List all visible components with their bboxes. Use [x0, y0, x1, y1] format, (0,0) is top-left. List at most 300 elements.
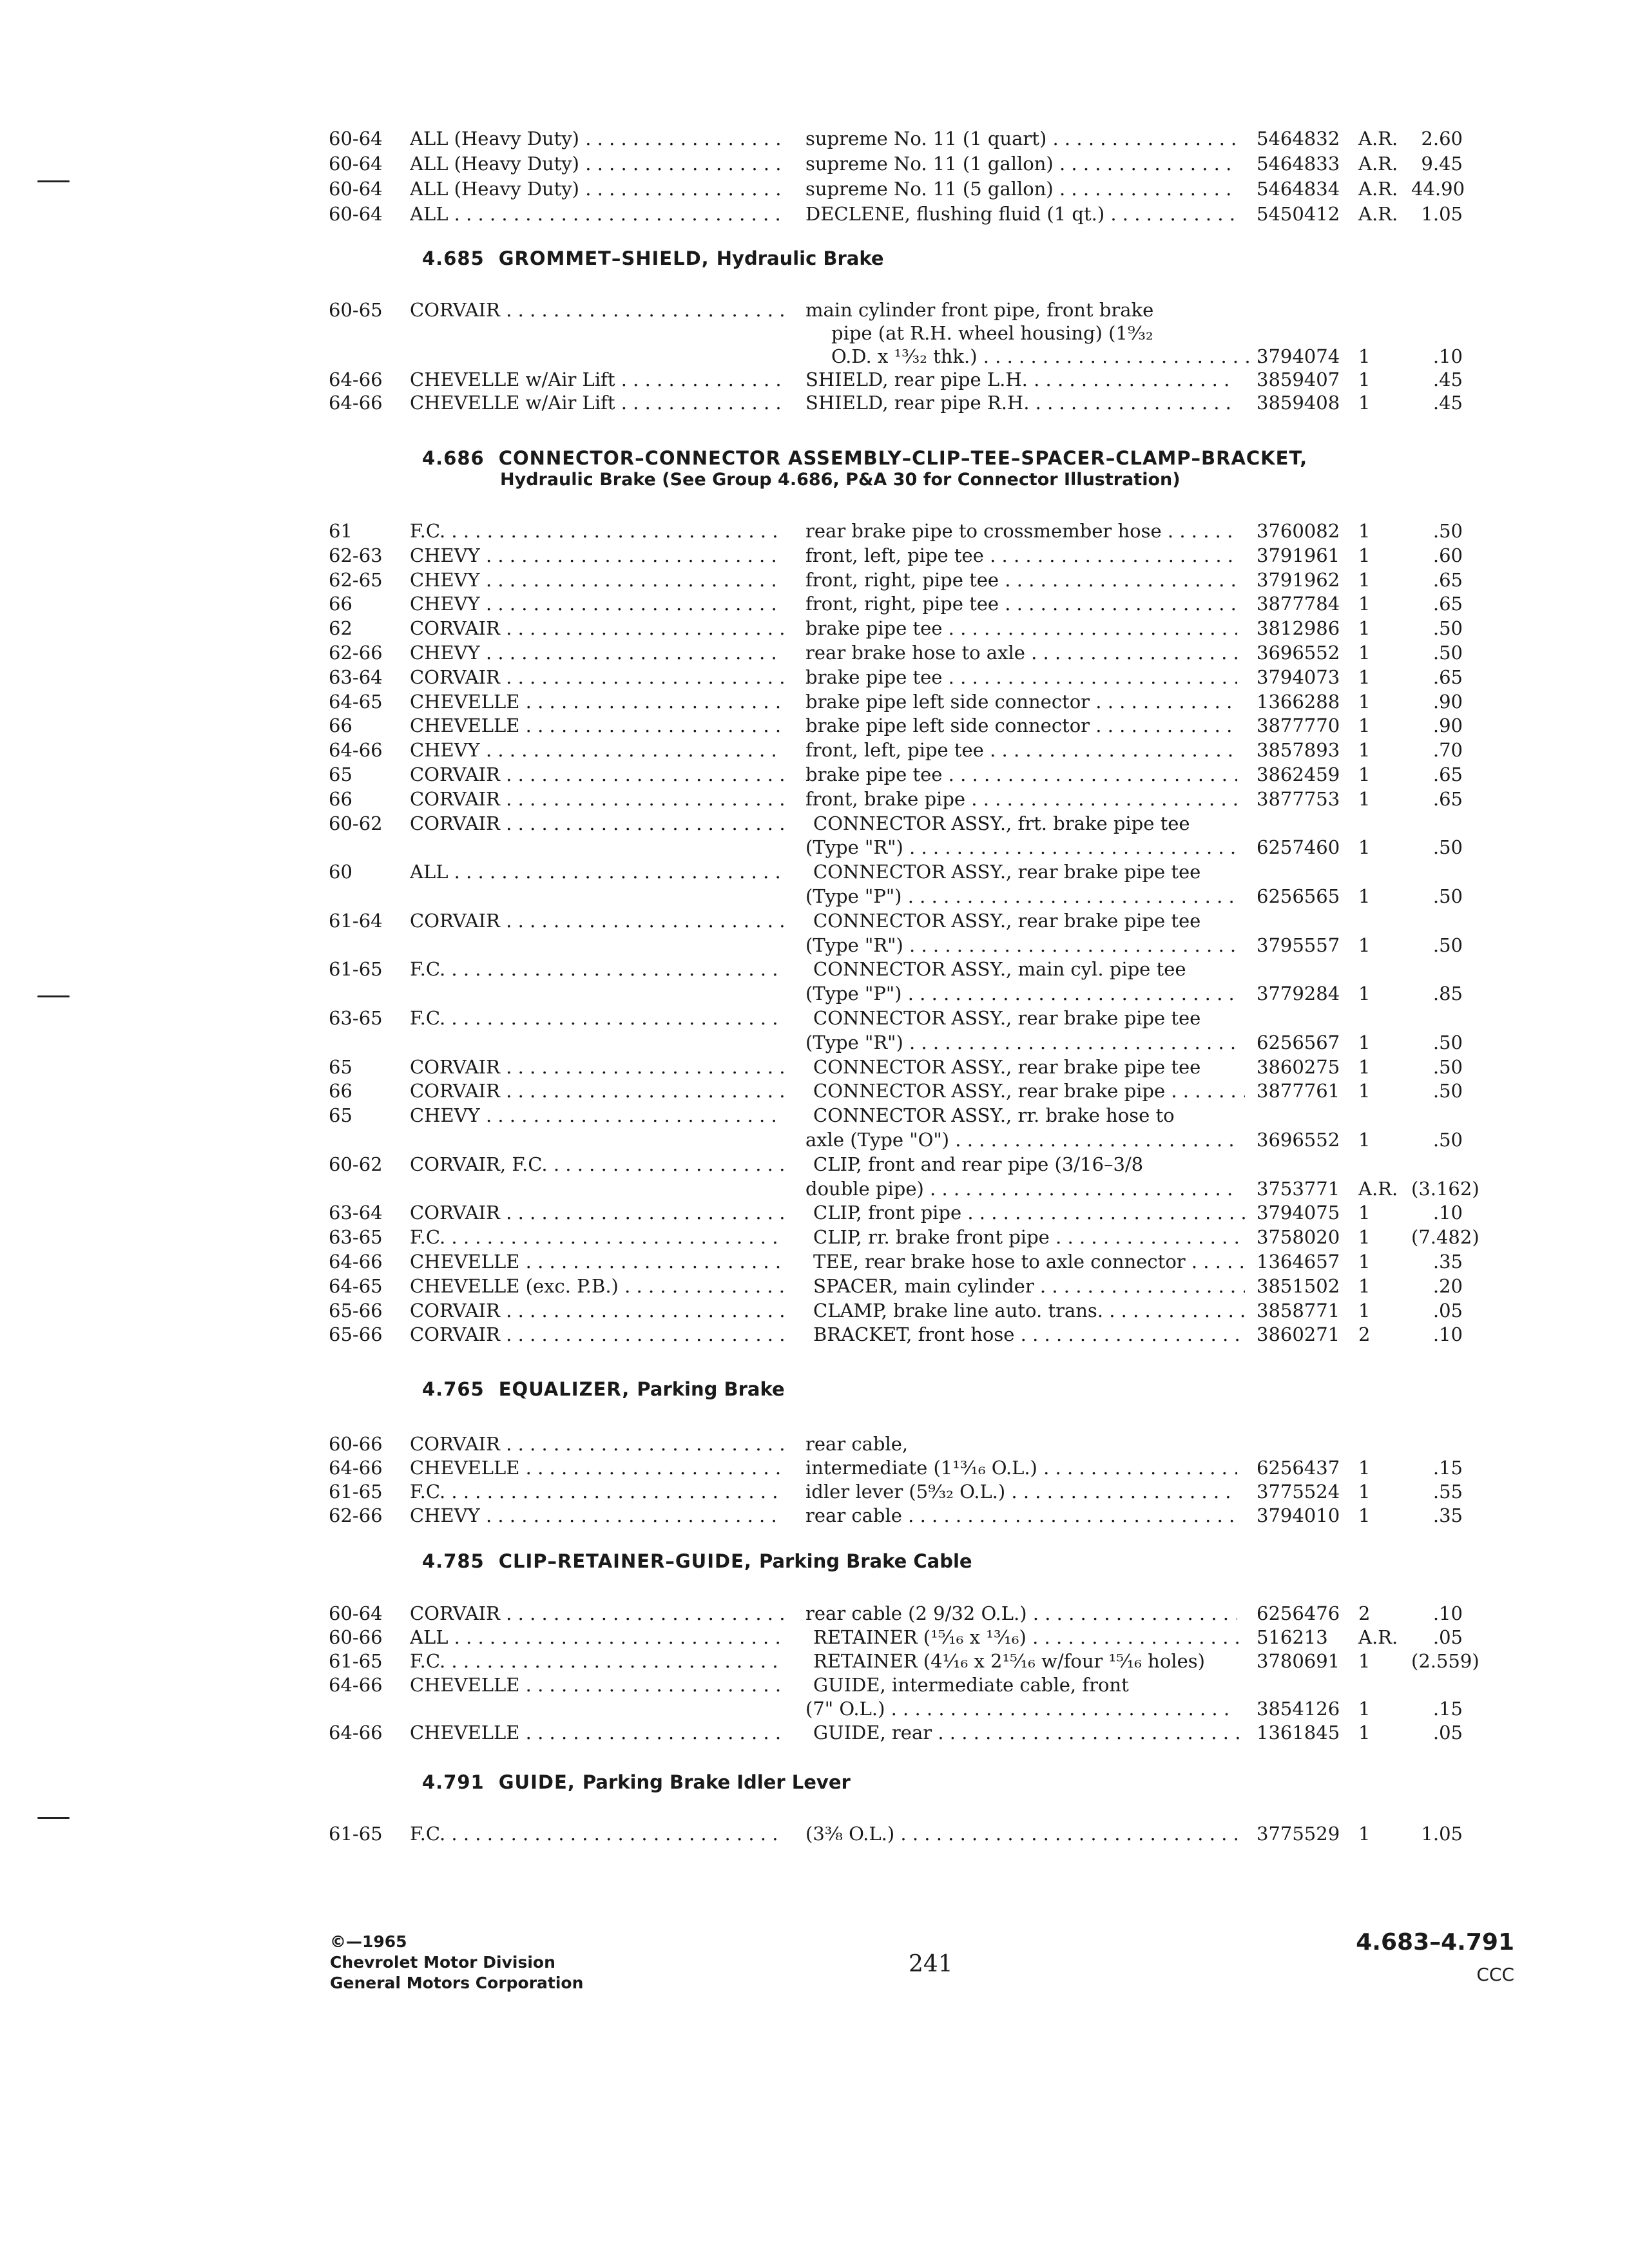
- table-row: [0, 1456, 1629, 1480]
- table-row: [0, 884, 1629, 908]
- table-row: [0, 933, 1629, 957]
- year-range: 63-65: [329, 1226, 383, 1248]
- quantity: 2: [1358, 1602, 1371, 1624]
- model-name: CHEVELLE . . .: [410, 713, 784, 738]
- model-name: CORVAIR . . .: [410, 665, 784, 689]
- table-row: [0, 860, 1629, 884]
- price: .50: [1432, 1056, 1463, 1078]
- model-name: ALL . . .: [410, 1625, 784, 1649]
- part-number: 3775524: [1257, 1481, 1340, 1503]
- year-range: 66: [329, 788, 352, 810]
- table-row: [0, 1006, 1629, 1030]
- part-description: CLIP, front pipe . . .: [813, 1200, 1245, 1225]
- year-range: 65: [329, 1104, 352, 1126]
- table-row: [0, 1249, 1629, 1274]
- quantity: 1: [1358, 1300, 1371, 1321]
- price: .35: [1432, 1251, 1463, 1273]
- part-description: CLAMP, brake line auto. trans. . . .: [813, 1298, 1245, 1323]
- model-name: F.C. . . .: [410, 1225, 784, 1249]
- part-description: supreme No. 11 (1 gallon) . . .: [805, 151, 1237, 176]
- part-number: 3877784: [1257, 593, 1340, 615]
- price: (2.559): [1411, 1650, 1480, 1672]
- quantity: 1: [1358, 369, 1371, 390]
- year-range: 60-64: [329, 128, 383, 149]
- table-row: [0, 321, 1629, 345]
- table-row: [0, 126, 1629, 151]
- price: .50: [1432, 520, 1463, 542]
- price: 1.05: [1421, 1823, 1463, 1845]
- quantity: 1: [1358, 1202, 1371, 1224]
- price: .50: [1432, 617, 1463, 639]
- section-title: CONNECTOR–CONNECTOR ASSEMBLY–CLIP–TEE–SPACER–CLAMP–BRACKET,: [498, 447, 1308, 469]
- model-name: CORVAIR . . .: [410, 908, 784, 933]
- price: .45: [1432, 392, 1463, 414]
- table-row: [0, 1079, 1629, 1103]
- part-number: 3758020: [1257, 1226, 1340, 1248]
- quantity: A.R.: [1358, 153, 1398, 175]
- model-name: ALL . . .: [410, 860, 784, 884]
- price: .50: [1432, 934, 1463, 956]
- part-description: (Type "R") . . .: [805, 835, 1237, 860]
- year-range: 64-66: [329, 1722, 383, 1744]
- model-name: CORVAIR . . .: [410, 1079, 784, 1103]
- model-name: CORVAIR . . .: [410, 787, 784, 811]
- table-row: [0, 1696, 1629, 1721]
- price: .10: [1432, 1602, 1463, 1624]
- table-row: [0, 1625, 1629, 1649]
- table-row: [0, 957, 1629, 981]
- price: .05: [1432, 1626, 1463, 1648]
- year-range: 60-66: [329, 1626, 383, 1648]
- year-range: 62-63: [329, 544, 383, 566]
- part-description: (7" O.L.) . . .: [805, 1696, 1237, 1721]
- part-description: SHIELD, rear pipe L.H. . . .: [805, 367, 1237, 392]
- section-number: 4.791: [422, 1771, 485, 1793]
- part-number: 3859408: [1257, 392, 1340, 414]
- table-row: [0, 689, 1629, 714]
- year-range: 65: [329, 764, 352, 785]
- price: .50: [1432, 1080, 1463, 1102]
- quantity: 1: [1358, 983, 1371, 1004]
- quantity: 1: [1358, 666, 1371, 688]
- part-description: RETAINER (¹⁵⁄₁₆ x ¹³⁄₁₆) . . .: [813, 1625, 1245, 1649]
- model-name: CHEVY . . .: [410, 591, 784, 616]
- model-name: ALL . . .: [410, 202, 784, 226]
- part-number: 516213: [1257, 1626, 1328, 1648]
- table-row: [0, 543, 1629, 568]
- year-range: 63-64: [329, 1202, 383, 1224]
- section-heading: [422, 1378, 785, 1401]
- price: .65: [1432, 593, 1463, 615]
- part-description: CLIP, rr. brake front pipe . . .: [813, 1225, 1245, 1249]
- part-description: (3³⁄₈ O.L.) . . .: [805, 1821, 1237, 1846]
- part-description: CONNECTOR ASSY., rear brake pipe tee: [813, 1056, 1201, 1078]
- part-description: TEE, rear brake hose to axle connector . . .: [813, 1249, 1245, 1274]
- model-name: CORVAIR . . .: [410, 1432, 784, 1456]
- year-range: 60-64: [329, 153, 383, 175]
- part-description: axle (Type "O") . . .: [805, 1128, 1237, 1152]
- part-description: CONNECTOR ASSY., rear brake pipe tee: [813, 910, 1201, 932]
- part-description: rear cable . . .: [805, 1503, 1237, 1528]
- part-description: front, brake pipe . . .: [805, 787, 1237, 811]
- price: .65: [1432, 666, 1463, 688]
- part-description: front, left, pipe tee . . .: [805, 738, 1237, 762]
- model-name: CHEVY . . .: [410, 738, 784, 762]
- price: .15: [1432, 1457, 1463, 1479]
- quantity: 1: [1358, 569, 1371, 591]
- section-number: 4.785: [422, 1550, 485, 1572]
- price: .10: [1432, 345, 1463, 367]
- quantity: 1: [1358, 617, 1371, 639]
- table-row: [0, 1503, 1629, 1528]
- part-description: (Type "R") . . .: [805, 1030, 1237, 1055]
- part-number: 3794010: [1257, 1504, 1340, 1526]
- part-number: 3854126: [1257, 1698, 1340, 1720]
- quantity: A.R.: [1358, 1626, 1398, 1648]
- quantity: 1: [1358, 1698, 1371, 1720]
- margin-mark: [37, 1817, 70, 1819]
- quantity: 1: [1358, 642, 1371, 664]
- part-description: CONNECTOR ASSY., rear brake pipe tee: [813, 861, 1201, 883]
- model-name: F.C. . . .: [410, 957, 784, 981]
- table-row: [0, 519, 1629, 543]
- year-range: 65-66: [329, 1323, 383, 1345]
- part-description: rear cable (2 9/32 O.L.) . . .: [805, 1601, 1237, 1626]
- table-row: [0, 177, 1629, 201]
- part-number: 3794074: [1257, 345, 1340, 367]
- quantity: 1: [1358, 1275, 1371, 1297]
- price: .85: [1432, 983, 1463, 1004]
- table-row: [0, 1128, 1629, 1152]
- part-number: 3877770: [1257, 715, 1340, 736]
- part-description: CONNECTOR ASSY., main cyl. pipe tee: [813, 958, 1186, 980]
- table-row: [0, 1821, 1629, 1846]
- table-row: [0, 1200, 1629, 1225]
- section-title: CLIP–RETAINER–GUIDE,: [498, 1550, 752, 1572]
- part-number: 3860271: [1257, 1323, 1340, 1345]
- price: .20: [1432, 1275, 1463, 1297]
- part-description: GUIDE, intermediate cable, front: [813, 1674, 1129, 1696]
- model-name: CHEVELLE w/Air Lift . . .: [410, 367, 784, 392]
- table-row: [0, 390, 1629, 415]
- model-name: CORVAIR . . .: [410, 811, 784, 836]
- part-number: 3696552: [1257, 642, 1340, 664]
- quantity: 1: [1358, 1032, 1371, 1053]
- price: .55: [1432, 1481, 1463, 1503]
- price: .90: [1432, 691, 1463, 713]
- part-number: 6256567: [1257, 1032, 1340, 1053]
- table-row: [0, 1177, 1629, 1201]
- part-number: 3877753: [1257, 788, 1340, 810]
- part-number: 6256437: [1257, 1457, 1340, 1479]
- part-number: 3779284: [1257, 983, 1340, 1004]
- group-range: 4.683–4.791: [1356, 1929, 1514, 1956]
- year-range: 60-64: [329, 1602, 383, 1624]
- part-description: brake pipe tee . . .: [805, 616, 1237, 640]
- model-name: CORVAIR . . .: [410, 298, 784, 322]
- year-range: 60-62: [329, 1153, 383, 1175]
- price: .15: [1432, 1698, 1463, 1720]
- part-description: rear cable,: [805, 1433, 909, 1455]
- model-name: CORVAIR . . .: [410, 1200, 784, 1225]
- year-range: 64-65: [329, 691, 383, 713]
- part-description: (Type "P") . . .: [805, 981, 1237, 1006]
- part-number: 3860275: [1257, 1056, 1340, 1078]
- model-name: CHEVELLE . . .: [410, 1720, 784, 1745]
- price: .50: [1432, 836, 1463, 858]
- section-subtitle: Hydraulic Brake (See Group 4.686, P&A 30 for Connector Illustration): [500, 470, 1181, 490]
- model-name: CHEVY . . .: [410, 568, 784, 592]
- part-description: idler lever (5⁹⁄₃₂ O.L.) . . .: [805, 1479, 1237, 1504]
- price: .10: [1432, 1323, 1463, 1345]
- part-number: 3775529: [1257, 1823, 1340, 1845]
- model-name: F.C. . . .: [410, 1821, 784, 1846]
- section-subtitle: Parking Brake Cable: [759, 1550, 972, 1572]
- model-name: ALL (Heavy Duty) . . .: [410, 177, 784, 201]
- year-range: 65: [329, 1056, 352, 1078]
- part-description: RETAINER (4¹⁄₁₆ x 2¹⁵⁄₁₆ w/four ¹⁵⁄₁₆ holes): [813, 1650, 1205, 1672]
- part-number: 3794075: [1257, 1202, 1340, 1224]
- quantity: 1: [1358, 1056, 1371, 1078]
- year-range: 60: [329, 861, 352, 883]
- table-row: [0, 811, 1629, 836]
- part-number: 3696552: [1257, 1129, 1340, 1151]
- model-name: CORVAIR . . .: [410, 616, 784, 640]
- table-row: [0, 640, 1629, 665]
- model-name: ALL (Heavy Duty) . . .: [410, 151, 784, 176]
- part-number: 3753771: [1257, 1178, 1340, 1200]
- quantity: 1: [1358, 836, 1371, 858]
- table-row: [0, 1298, 1629, 1323]
- model-name: CHEVY . . .: [410, 543, 784, 568]
- section-subtitle: Parking Brake Idler Lever: [582, 1771, 851, 1793]
- part-description: (Type "R") . . .: [805, 933, 1237, 957]
- section-title: GUIDE,: [498, 1771, 575, 1793]
- year-range: 60-65: [329, 299, 383, 321]
- table-row: [0, 981, 1629, 1006]
- corporation: General Motors Corporation: [330, 1974, 584, 1992]
- table-row: [0, 202, 1629, 226]
- model-name: F.C. . . .: [410, 1006, 784, 1030]
- model-name: CHEVELLE w/Air Lift . . .: [410, 390, 784, 415]
- year-range: 66: [329, 593, 352, 615]
- part-description: CONNECTOR ASSY., rear brake pipe . . .: [813, 1079, 1245, 1103]
- part-number: 1366288: [1257, 691, 1340, 713]
- table-row: [0, 1152, 1629, 1177]
- model-name: CHEVY . . .: [410, 640, 784, 665]
- model-name: F.C. . . .: [410, 1479, 784, 1504]
- part-number: 5464832: [1257, 128, 1340, 149]
- quantity: 1: [1358, 764, 1371, 785]
- part-number: 6256565: [1257, 885, 1340, 907]
- model-name: F.C. . . .: [410, 519, 784, 543]
- table-row: [0, 1479, 1629, 1504]
- part-description: front, left, pipe tee . . .: [805, 543, 1237, 568]
- year-range: 64-66: [329, 392, 383, 414]
- catalog-code: CCC: [1476, 1964, 1514, 1985]
- quantity: 1: [1358, 1823, 1371, 1845]
- table-row: [0, 762, 1629, 787]
- part-number: 3851502: [1257, 1275, 1340, 1297]
- part-description: SPACER, main cylinder . . .: [813, 1274, 1245, 1298]
- part-description: BRACKET, front hose . . .: [813, 1322, 1245, 1347]
- division: Chevrolet Motor Division: [330, 1953, 555, 1972]
- price: .60: [1432, 544, 1463, 566]
- part-description: double pipe) . . .: [805, 1177, 1237, 1201]
- part-description: brake pipe left side connector . . .: [805, 713, 1237, 738]
- quantity: 1: [1358, 1080, 1371, 1102]
- table-row: [0, 151, 1629, 176]
- part-number: 3858771: [1257, 1300, 1340, 1321]
- year-range: 61-65: [329, 1650, 383, 1672]
- quantity: 1: [1358, 520, 1371, 542]
- year-range: 66: [329, 715, 352, 736]
- model-name: CORVAIR . . .: [410, 1298, 784, 1323]
- table-row: [0, 738, 1629, 762]
- year-range: 62-65: [329, 569, 383, 591]
- quantity: 1: [1358, 544, 1371, 566]
- model-name: CORVAIR . . .: [410, 1601, 784, 1626]
- part-number: 3791962: [1257, 569, 1340, 591]
- table-row: [0, 1055, 1629, 1079]
- part-number: 5464833: [1257, 153, 1340, 175]
- part-description: CONNECTOR ASSY., rr. brake hose to: [813, 1104, 1175, 1126]
- table-row: [0, 568, 1629, 592]
- year-range: 60-62: [329, 812, 383, 834]
- price: 9.45: [1421, 153, 1463, 175]
- part-number: 3780691: [1257, 1650, 1340, 1672]
- year-range: 64-66: [329, 1674, 383, 1696]
- model-name: CHEVY . . .: [410, 1103, 784, 1128]
- year-range: 63-65: [329, 1007, 383, 1029]
- model-name: CHEVY . . .: [410, 1503, 784, 1528]
- part-description: brake pipe tee . . .: [805, 762, 1237, 787]
- quantity: 1: [1358, 1251, 1371, 1273]
- footer-range: [1356, 1927, 1514, 1991]
- price: .70: [1432, 739, 1463, 761]
- part-description: front, right, pipe tee . . .: [805, 591, 1237, 616]
- year-range: 61-64: [329, 910, 383, 932]
- price: 1.05: [1421, 203, 1463, 225]
- year-range: 64-65: [329, 1275, 383, 1297]
- year-range: 64-66: [329, 739, 383, 761]
- quantity: 1: [1358, 392, 1371, 414]
- price: .45: [1432, 369, 1463, 390]
- year-range: 62-66: [329, 1504, 383, 1526]
- part-description: supreme No. 11 (1 quart) . . .: [805, 126, 1237, 151]
- table-row: [0, 616, 1629, 640]
- price: (7.482): [1411, 1226, 1480, 1248]
- model-name: CHEVELLE . . .: [410, 1249, 784, 1274]
- model-name: CHEVELLE . . .: [410, 1456, 784, 1480]
- price: .50: [1432, 885, 1463, 907]
- footer-publisher: [330, 1932, 583, 1994]
- quantity: 1: [1358, 1457, 1371, 1479]
- quantity: A.R.: [1358, 1178, 1398, 1200]
- part-number: 1364657: [1257, 1251, 1340, 1273]
- quantity: A.R.: [1358, 178, 1398, 200]
- year-range: 61-65: [329, 1481, 383, 1503]
- quantity: A.R.: [1358, 128, 1398, 149]
- quantity: 1: [1358, 691, 1371, 713]
- part-number: 3857893: [1257, 739, 1340, 761]
- part-number: 5464834: [1257, 178, 1340, 200]
- part-description: front, right, pipe tee . . .: [805, 568, 1237, 592]
- part-description: SHIELD, rear pipe R.H. . . .: [805, 390, 1237, 415]
- price: .65: [1432, 788, 1463, 810]
- year-range: 64-66: [329, 1251, 383, 1273]
- table-row: [0, 1432, 1629, 1456]
- quantity: 1: [1358, 934, 1371, 956]
- table-row: [0, 1673, 1629, 1697]
- part-description: GUIDE, rear . . .: [813, 1720, 1245, 1745]
- quantity: 1: [1358, 1722, 1371, 1744]
- year-range: 62-66: [329, 642, 383, 664]
- price: 2.60: [1421, 128, 1463, 149]
- table-row: [0, 1601, 1629, 1626]
- model-name: ALL (Heavy Duty) . . .: [410, 126, 784, 151]
- part-number: 5450412: [1257, 203, 1340, 225]
- quantity: 1: [1358, 739, 1371, 761]
- part-number: 3791961: [1257, 544, 1340, 566]
- year-range: 60-64: [329, 178, 383, 200]
- quantity: 1: [1358, 1504, 1371, 1526]
- price: (3.162): [1411, 1178, 1480, 1200]
- part-number: 6256476: [1257, 1602, 1340, 1624]
- part-number: 3760082: [1257, 520, 1340, 542]
- quantity: 1: [1358, 345, 1371, 367]
- model-name: CHEVELLE . . .: [410, 1673, 784, 1697]
- table-row: [0, 1225, 1629, 1249]
- year-range: 64-66: [329, 369, 383, 390]
- price: 44.90: [1411, 178, 1465, 200]
- year-range: 60-64: [329, 203, 383, 225]
- part-number: 3859407: [1257, 369, 1340, 390]
- section-heading: [422, 1771, 851, 1794]
- part-description: rear brake pipe to crossmember hose . . .: [805, 519, 1237, 543]
- section-heading: [422, 447, 1307, 470]
- part-description: brake pipe left side connector . . .: [805, 689, 1237, 714]
- model-name: CORVAIR, F.C. . . .: [410, 1152, 784, 1177]
- section-title: GROMMET–SHIELD,: [498, 247, 709, 269]
- part-description: DECLENE, flushing fluid (1 qt.) . . .: [805, 202, 1237, 226]
- section-subtitle: Hydraulic Brake: [716, 247, 884, 269]
- year-range: 61-65: [329, 958, 383, 980]
- part-description: CONNECTOR ASSY., frt. brake pipe tee: [813, 812, 1190, 834]
- part-description: CONNECTOR ASSY., rear brake pipe tee: [813, 1007, 1201, 1029]
- model-name: F.C. . . .: [410, 1649, 784, 1673]
- part-number: 3877761: [1257, 1080, 1340, 1102]
- part-number: 1361845: [1257, 1722, 1340, 1744]
- part-description: main cylinder front pipe, front brake: [805, 299, 1154, 321]
- year-range: 61: [329, 520, 352, 542]
- table-row: [0, 1649, 1629, 1673]
- quantity: 1: [1358, 1650, 1371, 1672]
- part-number: 3812986: [1257, 617, 1340, 639]
- year-range: 60-66: [329, 1433, 383, 1455]
- model-name: CORVAIR . . .: [410, 762, 784, 787]
- quantity: 2: [1358, 1323, 1371, 1345]
- page-number: 241: [909, 1951, 953, 1977]
- section-heading: [422, 247, 884, 270]
- price: .50: [1432, 642, 1463, 664]
- part-description: supreme No. 11 (5 gallon) . . .: [805, 177, 1237, 201]
- part-number: 3794073: [1257, 666, 1340, 688]
- table-row: [0, 298, 1629, 322]
- year-range: 61-65: [329, 1823, 383, 1845]
- part-description: rear brake hose to axle . . .: [805, 640, 1237, 665]
- table-row: [0, 1274, 1629, 1298]
